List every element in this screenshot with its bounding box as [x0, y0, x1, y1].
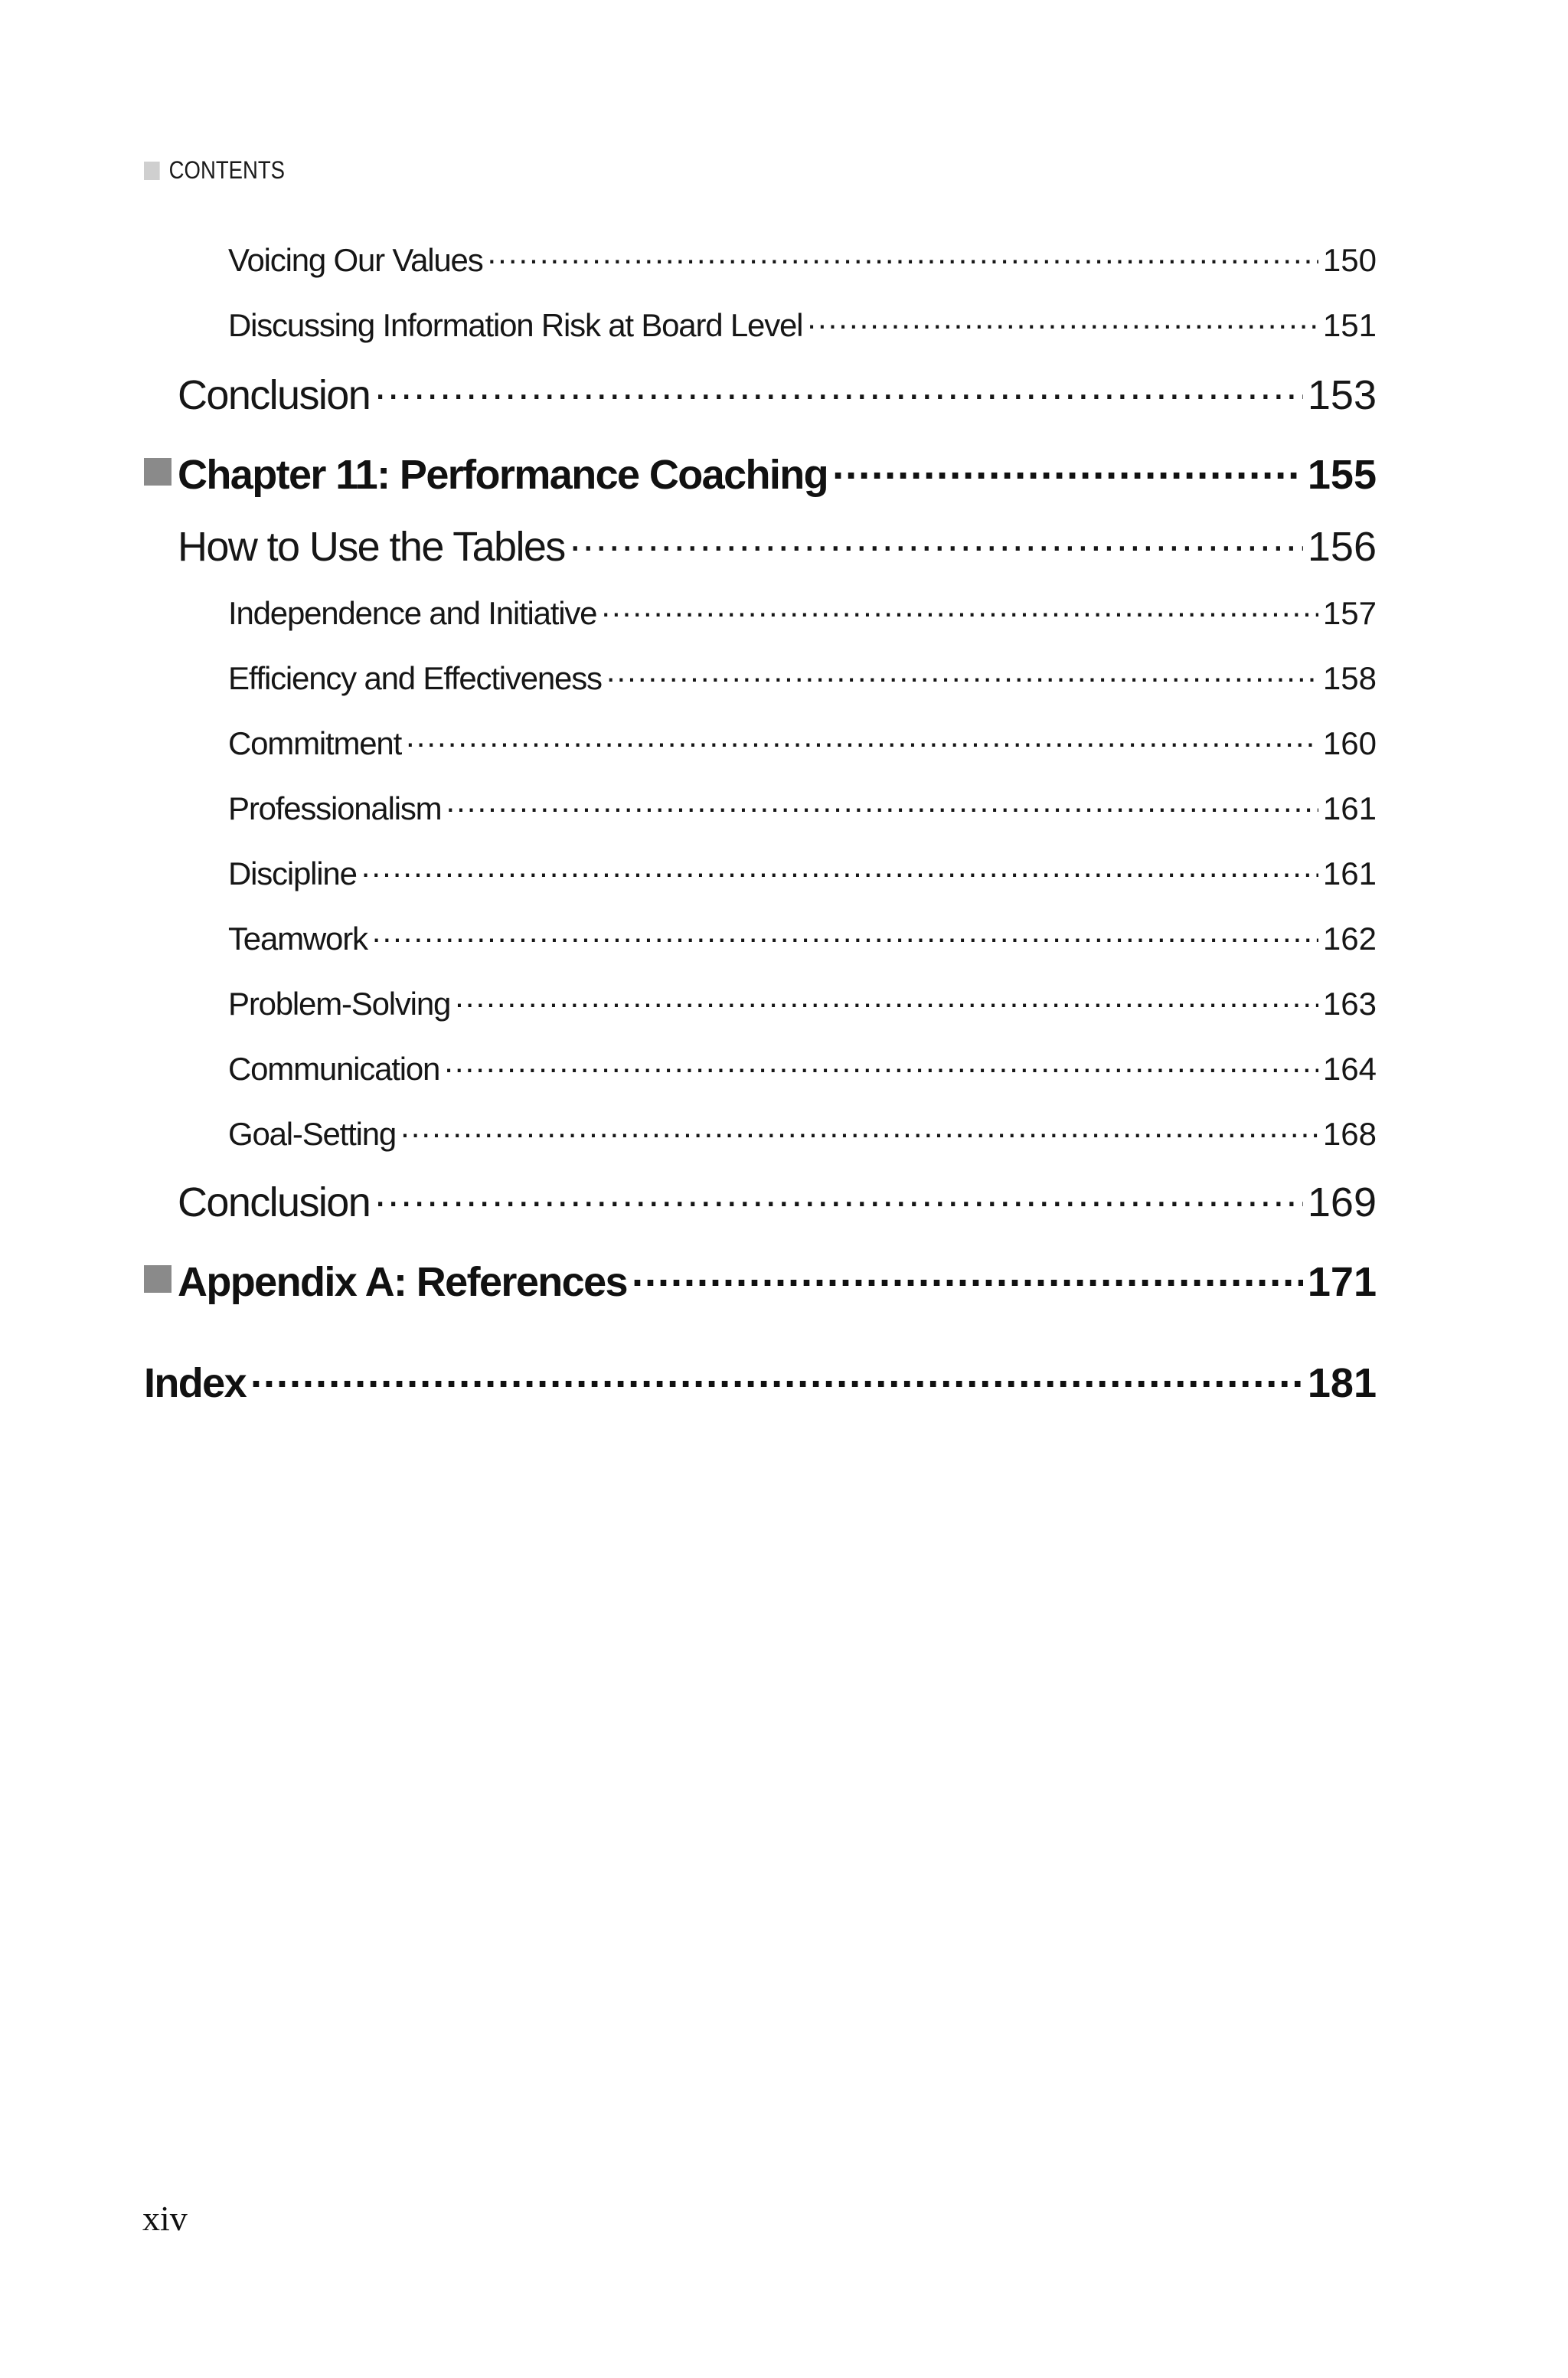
toc-entry-page: 169	[1307, 1179, 1377, 1225]
toc-entry-label: Conclusion	[178, 1179, 371, 1225]
toc-entry-label: Goal-Setting	[228, 1116, 397, 1152]
toc-entry-label: Independence and Initiative	[228, 595, 597, 631]
toc-entry-page: 163	[1322, 986, 1377, 1022]
dot-leader	[632, 1254, 1303, 1296]
dot-leader	[372, 918, 1318, 950]
toc-entry-chapter[interactable]	[144, 447, 1377, 499]
toc-entry-page: 161	[1322, 790, 1377, 826]
dot-leader	[488, 239, 1318, 271]
toc-entry-label: Conclusion	[178, 372, 371, 418]
toc-entry-page: 151	[1322, 307, 1377, 343]
toc-entry[interactable]	[228, 918, 1377, 957]
running-head-text: CONTENTS	[168, 156, 286, 184]
toc-entry[interactable]	[228, 722, 1377, 762]
toc-entry-label: Appendix A: References	[178, 1259, 627, 1305]
page-number: xiv	[142, 2199, 188, 2238]
dot-leader	[400, 1113, 1318, 1145]
toc-entry-label: Communication	[228, 1051, 440, 1087]
toc-entry-chapter[interactable]	[144, 1254, 1377, 1306]
dot-leader	[444, 1048, 1318, 1080]
toc-entry-label: Problem-Solving	[228, 986, 451, 1022]
toc-entry-page: 160	[1322, 725, 1377, 761]
dot-leader	[446, 787, 1318, 819]
toc-entry-page: 157	[1322, 595, 1377, 631]
dot-leader	[455, 983, 1318, 1015]
toc-entry[interactable]	[228, 1113, 1377, 1153]
dot-leader	[807, 304, 1318, 336]
toc-entry-page: 162	[1322, 921, 1377, 957]
toc-entry-index[interactable]	[144, 1356, 1377, 1407]
toc-entry-label: Efficiency and Effectiveness	[228, 660, 602, 696]
toc-entry-page: 161	[1322, 855, 1377, 891]
toc-entry[interactable]	[228, 852, 1377, 892]
toc-entry[interactable]	[228, 1048, 1377, 1088]
toc-entry-page: 181	[1307, 1360, 1377, 1406]
toc-entry[interactable]	[228, 983, 1377, 1022]
toc-entry[interactable]	[228, 592, 1377, 632]
dot-leader	[832, 447, 1303, 489]
dot-leader	[250, 1356, 1303, 1397]
toc-entry-page: 156	[1307, 524, 1377, 570]
square-bullet-icon	[144, 1265, 172, 1293]
toc-entry[interactable]	[178, 519, 1377, 571]
toc-entry-page: 158	[1322, 660, 1377, 696]
dot-leader	[374, 1175, 1303, 1216]
toc-entry-page: 155	[1307, 452, 1377, 498]
square-bullet-icon	[144, 458, 172, 486]
dot-leader	[570, 519, 1303, 561]
toc-entry-label: Voicing Our Values	[228, 242, 483, 278]
dot-leader	[606, 657, 1318, 689]
dot-leader	[374, 368, 1303, 409]
toc-entry[interactable]	[228, 787, 1377, 827]
toc-entry-label: How to Use the Tables	[178, 524, 565, 570]
toc-entry[interactable]	[228, 657, 1377, 697]
toc-entry-page: 150	[1322, 242, 1377, 278]
toc-entry-label: Teamwork	[228, 921, 368, 957]
toc-entry-label: Professionalism	[228, 790, 442, 826]
running-head	[144, 156, 285, 185]
dot-leader	[406, 722, 1318, 754]
toc-entry-page: 171	[1307, 1259, 1377, 1305]
toc-entry-label: Discussing Information Risk at Board Level	[228, 307, 803, 343]
toc-entry-label: Discipline	[228, 855, 357, 891]
toc-entry-label: Chapter 11: Performance Coaching	[178, 452, 828, 498]
toc-entry[interactable]	[178, 1175, 1377, 1226]
toc-entry-page: 164	[1322, 1051, 1377, 1087]
toc-entry-page: 153	[1307, 372, 1377, 418]
toc-entry[interactable]	[178, 368, 1377, 419]
square-bullet-icon	[144, 162, 160, 180]
dot-leader	[361, 852, 1318, 885]
toc-entry-label: Index	[144, 1360, 247, 1406]
toc-entry[interactable]	[228, 239, 1377, 279]
toc-entry-page: 168	[1322, 1116, 1377, 1152]
toc-entry-label: Commitment	[228, 725, 402, 761]
toc-entry[interactable]	[228, 304, 1377, 344]
dot-leader	[601, 592, 1318, 624]
